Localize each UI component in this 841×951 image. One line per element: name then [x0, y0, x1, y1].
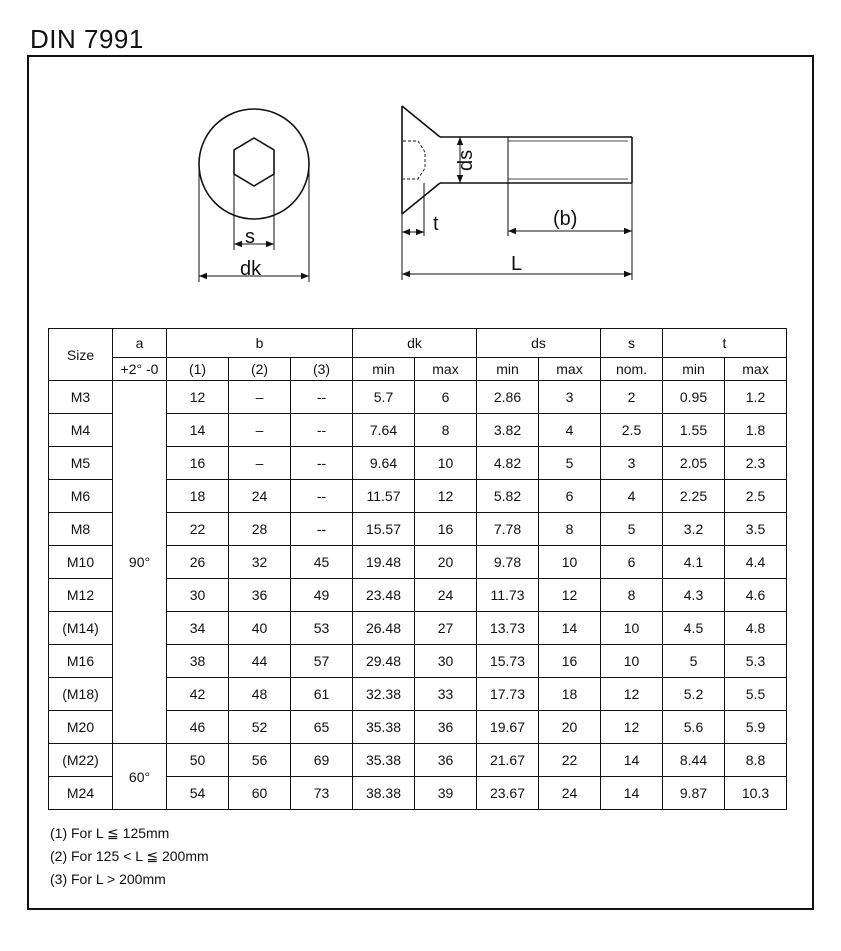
cell-s-nom: 5	[601, 513, 663, 546]
cell-ds-max: 12	[539, 579, 601, 612]
cell-ds-max: 6	[539, 480, 601, 513]
cell-t-max: 1.2	[725, 381, 787, 414]
cell-ds-max: 24	[539, 777, 601, 810]
cell-s-nom: 12	[601, 711, 663, 744]
cell-dk-max: 20	[415, 546, 477, 579]
cell-b2: –	[229, 414, 291, 447]
cell-ds-min: 3.82	[477, 414, 539, 447]
footnote: (2) For 125 < L ≦ 200mm	[50, 848, 209, 864]
header-t-min: min	[663, 358, 725, 381]
cell-t-min: 2.25	[663, 480, 725, 513]
cell-dk-min: 35.38	[353, 711, 415, 744]
cell-ds-min: 4.82	[477, 447, 539, 480]
cell-size: (M18)	[49, 678, 113, 711]
cell-s-nom: 4	[601, 480, 663, 513]
cell-ds-max: 3	[539, 381, 601, 414]
cell-t-min: 5	[663, 645, 725, 678]
cell-dk-max: 36	[415, 744, 477, 777]
cell-b2: 24	[229, 480, 291, 513]
cell-b1: 42	[167, 678, 229, 711]
cell-dk-min: 7.64	[353, 414, 415, 447]
header-ds-max: max	[539, 358, 601, 381]
cell-dk-max: 39	[415, 777, 477, 810]
cell-b3: 57	[291, 645, 353, 678]
document-title: DIN 7991	[30, 24, 144, 54]
technical-drawing	[0, 0, 841, 330]
cell-ds-min: 23.67	[477, 777, 539, 810]
cell-size: M20	[49, 711, 113, 744]
header-t-max: max	[725, 358, 787, 381]
cell-ds-min: 2.86	[477, 381, 539, 414]
cell-b1: 14	[167, 414, 229, 447]
cell-b2: 52	[229, 711, 291, 744]
cell-b3: --	[291, 513, 353, 546]
cell-b1: 26	[167, 546, 229, 579]
hex-socket-icon	[234, 138, 274, 186]
cell-size: (M22)	[49, 744, 113, 777]
s-label: s	[245, 226, 255, 248]
b-label: (b)	[553, 208, 578, 230]
cell-t-min: 3.2	[663, 513, 725, 546]
dk-label: dk	[240, 258, 262, 280]
ds-label: ds	[455, 149, 477, 171]
cell-size: M5	[49, 447, 113, 480]
header-b1: (1)	[167, 358, 229, 381]
cell-size: M24	[49, 777, 113, 810]
cell-s-nom: 2.5	[601, 414, 663, 447]
cell-b3: 61	[291, 678, 353, 711]
header-b3: (3)	[291, 358, 353, 381]
header-b2: (2)	[229, 358, 291, 381]
cell-t-min: 5.6	[663, 711, 725, 744]
cell-b1: 50	[167, 744, 229, 777]
cell-dk-min: 35.38	[353, 744, 415, 777]
cell-s-nom: 3	[601, 447, 663, 480]
footnote: (1) For L ≦ 125mm	[50, 825, 170, 841]
cell-b1: 22	[167, 513, 229, 546]
screw-top-view	[199, 109, 309, 282]
cell-b1: 16	[167, 447, 229, 480]
cell-dk-min: 26.48	[353, 612, 415, 645]
cell-ds-min: 19.67	[477, 711, 539, 744]
cell-size: M12	[49, 579, 113, 612]
cell-size: M10	[49, 546, 113, 579]
cell-t-max: 2.3	[725, 447, 787, 480]
cell-t-max: 10.3	[725, 777, 787, 810]
cell-b2: 28	[229, 513, 291, 546]
cell-b1: 12	[167, 381, 229, 414]
head-circle	[199, 109, 309, 219]
cell-t-max: 8.8	[725, 744, 787, 777]
cell-t-min: 9.87	[663, 777, 725, 810]
cell-dk-min: 23.48	[353, 579, 415, 612]
cell-t-max: 5.5	[725, 678, 787, 711]
cell-size: M16	[49, 645, 113, 678]
cell-dk-min: 19.48	[353, 546, 415, 579]
cell-t-min: 0.95	[663, 381, 725, 414]
cell-s-nom: 6	[601, 546, 663, 579]
cell-s-nom: 14	[601, 744, 663, 777]
cell-t-max: 4.6	[725, 579, 787, 612]
cell-b2: 32	[229, 546, 291, 579]
cell-ds-max: 10	[539, 546, 601, 579]
cell-b2: 36	[229, 579, 291, 612]
cell-t-min: 1.55	[663, 414, 725, 447]
cell-b3: 65	[291, 711, 353, 744]
header-dk-max: max	[415, 358, 477, 381]
cell-dk-max: 33	[415, 678, 477, 711]
cell-dk-max: 27	[415, 612, 477, 645]
cell-t-min: 8.44	[663, 744, 725, 777]
cell-ds-max: 18	[539, 678, 601, 711]
cell-b3: --	[291, 414, 353, 447]
cell-b3: --	[291, 480, 353, 513]
cell-size: M3	[49, 381, 113, 414]
cell-b3: 73	[291, 777, 353, 810]
footnote: (3) For L > 200mm	[50, 871, 166, 887]
cell-t-max: 5.9	[725, 711, 787, 744]
cell-s-nom: 10	[601, 645, 663, 678]
cell-s-nom: 2	[601, 381, 663, 414]
cell-t-max: 1.8	[725, 414, 787, 447]
cell-dk-max: 24	[415, 579, 477, 612]
cell-s-nom: 8	[601, 579, 663, 612]
t-label: t	[433, 213, 439, 235]
cell-size: M6	[49, 480, 113, 513]
table-subheader-row	[49, 358, 787, 381]
cell-size: M4	[49, 414, 113, 447]
cell-b1: 46	[167, 711, 229, 744]
cell-dk-max: 6	[415, 381, 477, 414]
cell-ds-min: 9.78	[477, 546, 539, 579]
cell-t-min: 4.3	[663, 579, 725, 612]
cell-t-max: 4.8	[725, 612, 787, 645]
table-header-row	[49, 329, 787, 358]
header-ds: ds	[477, 329, 601, 358]
cell-dk-min: 5.7	[353, 381, 415, 414]
cell-ds-max: 8	[539, 513, 601, 546]
header-a-tolerance: +2° -0	[113, 358, 167, 381]
cell-t-min: 4.1	[663, 546, 725, 579]
cell-b1: 38	[167, 645, 229, 678]
header-dk-min: min	[353, 358, 415, 381]
cell-ds-min: 7.78	[477, 513, 539, 546]
cell-t-max: 5.3	[725, 645, 787, 678]
cell-s-nom: 12	[601, 678, 663, 711]
cell-ds-max: 16	[539, 645, 601, 678]
table-row	[49, 744, 787, 777]
cell-dk-min: 29.48	[353, 645, 415, 678]
cell-t-max: 4.4	[725, 546, 787, 579]
cell-ds-max: 5	[539, 447, 601, 480]
header-t: t	[663, 329, 787, 358]
cell-b3: 45	[291, 546, 353, 579]
cell-dk-min: 15.57	[353, 513, 415, 546]
cell-dk-min: 9.64	[353, 447, 415, 480]
header-ds-min: min	[477, 358, 539, 381]
cell-t-min: 2.05	[663, 447, 725, 480]
cell-dk-min: 11.57	[353, 480, 415, 513]
cell-t-min: 5.2	[663, 678, 725, 711]
cell-ds-max: 20	[539, 711, 601, 744]
header-s: s	[601, 329, 663, 358]
cell-t-min: 4.5	[663, 612, 725, 645]
cell-dk-min: 38.38	[353, 777, 415, 810]
cell-t-max: 3.5	[725, 513, 787, 546]
cell-ds-max: 4	[539, 414, 601, 447]
cell-ds-min: 13.73	[477, 612, 539, 645]
cell-b2: –	[229, 381, 291, 414]
cell-b1: 18	[167, 480, 229, 513]
header-dk: dk	[353, 329, 477, 358]
header-a: a	[113, 329, 167, 358]
cell-ds-min: 11.73	[477, 579, 539, 612]
cell-b3: 53	[291, 612, 353, 645]
cell-ds-min: 15.73	[477, 645, 539, 678]
cell-b2: 60	[229, 777, 291, 810]
dimensions-table	[48, 328, 787, 810]
cell-size: (M14)	[49, 612, 113, 645]
cell-ds-min: 5.82	[477, 480, 539, 513]
cell-ds-max: 22	[539, 744, 601, 777]
cell-dk-max: 36	[415, 711, 477, 744]
cell-b3: 49	[291, 579, 353, 612]
cell-dk-max: 10	[415, 447, 477, 480]
cell-b2: 48	[229, 678, 291, 711]
cell-b3: --	[291, 447, 353, 480]
cell-s-nom: 10	[601, 612, 663, 645]
cell-ds-max: 14	[539, 612, 601, 645]
cell-dk-min: 32.38	[353, 678, 415, 711]
L-label: L	[511, 253, 523, 275]
header-b: b	[167, 329, 353, 358]
cell-b1: 30	[167, 579, 229, 612]
cell-dk-max: 8	[415, 414, 477, 447]
cell-b1: 34	[167, 612, 229, 645]
table-row	[49, 381, 787, 414]
header-s-nom: nom.	[601, 358, 663, 381]
cell-a-angle: 60°	[113, 744, 167, 810]
cell-ds-min: 21.67	[477, 744, 539, 777]
cell-dk-max: 12	[415, 480, 477, 513]
cell-b2: –	[229, 447, 291, 480]
cell-b2: 40	[229, 612, 291, 645]
cell-dk-max: 16	[415, 513, 477, 546]
header-size: Size	[49, 329, 113, 381]
cell-ds-min: 17.73	[477, 678, 539, 711]
cell-b2: 56	[229, 744, 291, 777]
cell-b1: 54	[167, 777, 229, 810]
footnotes	[50, 822, 209, 891]
cell-t-max: 2.5	[725, 480, 787, 513]
cell-s-nom: 14	[601, 777, 663, 810]
cell-a-angle: 90°	[113, 381, 167, 744]
cell-b2: 44	[229, 645, 291, 678]
cell-b3: 69	[291, 744, 353, 777]
cell-size: M8	[49, 513, 113, 546]
cell-b3: --	[291, 381, 353, 414]
cell-dk-max: 30	[415, 645, 477, 678]
